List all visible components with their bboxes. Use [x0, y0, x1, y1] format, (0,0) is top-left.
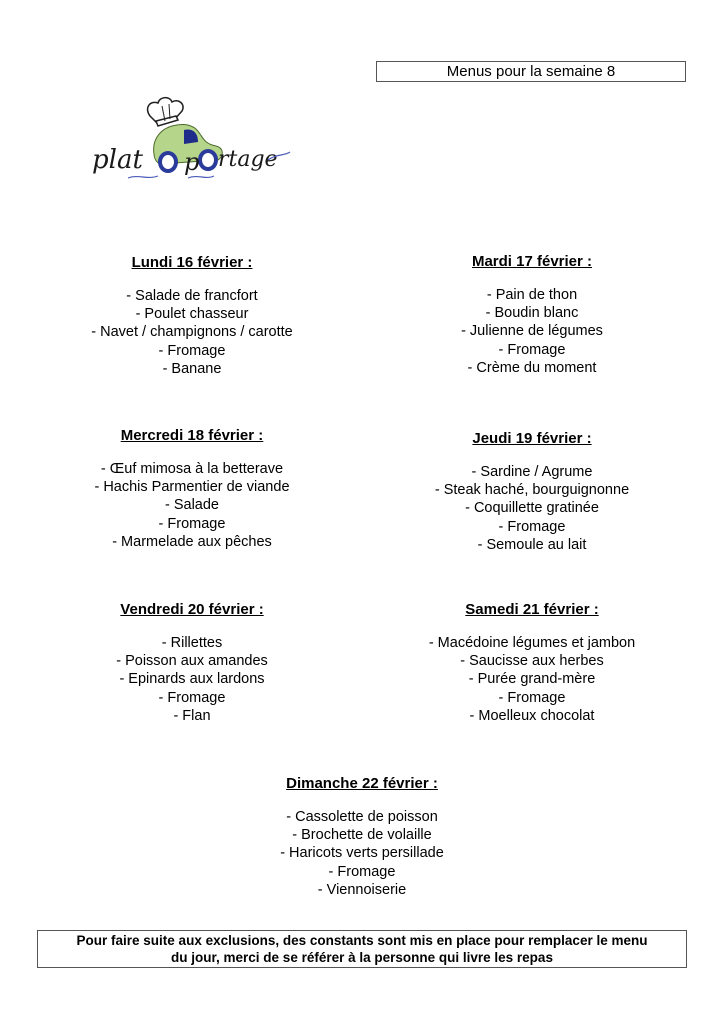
menu-item: - Fromage: [498, 689, 566, 706]
menu-item: - Macédoine légumes et jambon: [428, 635, 636, 651]
menu-item: - Marmelade aux pêches: [112, 533, 272, 550]
menu-item: - Steak haché, bourguignonne: [434, 482, 630, 499]
menu-item: - Sardine / Agrume: [471, 464, 593, 480]
menu-item: - Epinards aux lardons: [119, 671, 265, 688]
day-title: Mardi 17 février :: [471, 253, 593, 270]
day-menu-mercredi: [42, 427, 342, 551]
menu-item: - Pain de thon: [486, 287, 578, 303]
day-menu-vendredi: [42, 601, 342, 725]
note-line-2: du jour, merci de se référer à la personne qui livre les repas: [171, 950, 553, 965]
menu-item: - Coquillette gratinée: [465, 500, 599, 517]
menu-item: - Fromage: [158, 515, 226, 532]
menu-item: - Hachis Parmentier de viande: [94, 479, 290, 496]
menu-item: - Poulet chasseur: [135, 306, 249, 323]
menu-item: - Cassolette de poisson: [286, 809, 438, 825]
day-title: Vendredi 20 février :: [120, 601, 264, 618]
menu-item: - Purée grand-mère: [468, 671, 596, 688]
menu-item: - Fromage: [158, 689, 226, 706]
menu-item: - Salade: [164, 497, 219, 514]
menu-item: - Poisson aux amandes: [116, 653, 268, 670]
menu-item: - Flan: [173, 707, 211, 724]
menu-item: - Fromage: [158, 342, 226, 359]
logo-car-icon: [88, 94, 293, 186]
menu-item: - Fromage: [328, 863, 396, 880]
menu-item: - Boudin blanc: [485, 305, 579, 322]
menu-item: - Moelleux chocolat: [469, 707, 595, 724]
menu-item: - Navet / champignons / carotte: [91, 324, 293, 341]
day-menu-jeudi: [382, 430, 682, 554]
plat-o-portage-logo: [88, 94, 293, 186]
menu-item: - Saucisse aux herbes: [460, 653, 604, 670]
day-title: Mercredi 18 février :: [120, 427, 264, 444]
chef-hat-icon: [148, 98, 184, 126]
menu-item: - Banane: [162, 360, 222, 377]
day-title: Dimanche 22 février :: [286, 775, 438, 792]
menu-item: - Haricots verts persillade: [280, 845, 444, 862]
menu-item: - Œuf mimosa à la betterave: [100, 461, 284, 477]
day-title: Lundi 16 février :: [131, 254, 253, 271]
page-title: Menus pour la semaine 8: [376, 61, 686, 82]
menu-item: - Viennoiserie: [317, 881, 407, 898]
svg-text:rtage: rtage: [218, 147, 278, 172]
day-title: Samedi 21 février :: [465, 601, 599, 618]
day-menu-samedi: [382, 601, 682, 725]
menu-item: - Semoule au lait: [477, 536, 587, 553]
day-menu-mardi: [382, 253, 682, 377]
menu-item: - Salade de francfort: [126, 288, 258, 304]
exclusions-note: [37, 930, 687, 968]
menu-item: - Brochette de volaille: [292, 827, 432, 844]
svg-text:p: p: [184, 148, 200, 176]
menu-item: - Fromage: [498, 341, 566, 358]
menu-item: - Fromage: [498, 518, 566, 535]
day-title: Jeudi 19 février :: [472, 430, 592, 447]
menu-item: - Crème du moment: [467, 359, 597, 376]
day-menu-dimanche: [212, 775, 512, 899]
menu-item: - Julienne de légumes: [461, 323, 603, 340]
day-menu-lundi: [42, 254, 342, 378]
svg-text:plat: plat: [92, 145, 143, 175]
menu-item: - Rillettes: [161, 635, 223, 651]
note-line-1: Pour faire suite aux exclusions, des constants sont mis en place pour remplacer le menu: [76, 933, 648, 948]
